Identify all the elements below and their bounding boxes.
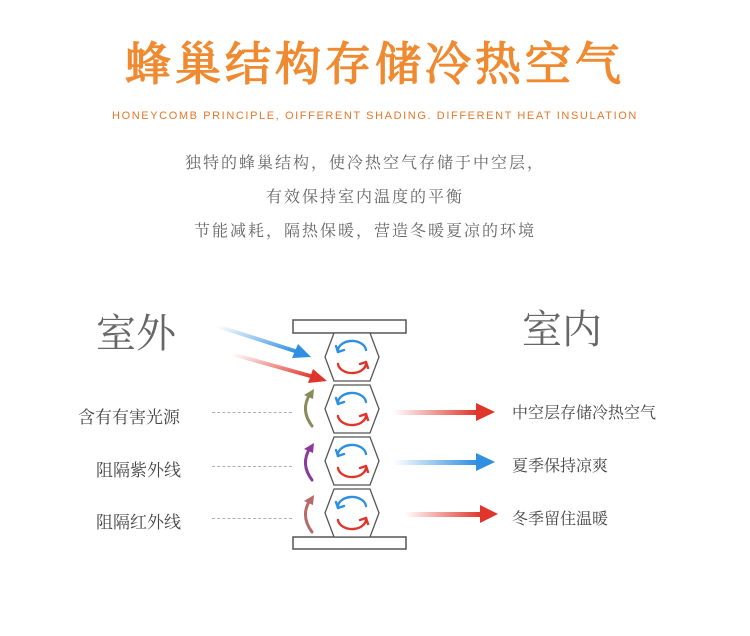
outgoing-red-arrow-icon-1 (393, 403, 495, 421)
ir-deflect-arrow-icon (304, 495, 314, 532)
outgoing-blue-arrow-icon (393, 453, 495, 471)
uv-deflect-arrow-icon (304, 443, 314, 480)
right-label-hollow-layer: 中空层存储冷热空气 (512, 403, 657, 422)
left-label-harmful-light: 含有有害光源 (78, 408, 180, 428)
description-line-1: 独特的蜂巢结构，使冷热空气存储于中空层， (184, 153, 545, 172)
bottom-rail (293, 537, 406, 549)
description-line-3: 节能减耗，隔热保暖，营造冬暖夏凉的环境 (193, 221, 536, 240)
left-label-block-uv: 阻隔紫外线 (96, 461, 181, 481)
indoor-label: 室内 (522, 307, 602, 353)
description-line-2: 有效保持室内温度的平衡 (265, 187, 464, 206)
harmful-light-deflect-arrow-icon (304, 389, 314, 426)
top-rail (293, 320, 406, 333)
incoming-red-arrow-icon (232, 354, 327, 383)
outdoor-label: 室外 (96, 311, 176, 357)
english-subtitle: HONEYCOMB PRINCIPLE, OIFFERENT SHADING. DIFFERENT HEAT INSULATION (112, 110, 638, 122)
right-label-winter-warm: 冬季留住温暖 (512, 509, 609, 528)
outgoing-red-arrow-icon-2 (405, 505, 498, 523)
right-label-summer-cool: 夏季保持凉爽 (512, 456, 609, 475)
main-title: 蜂巢结构存储冷热空气 (125, 37, 625, 91)
left-label-block-ir: 阻隔红外线 (96, 513, 181, 533)
